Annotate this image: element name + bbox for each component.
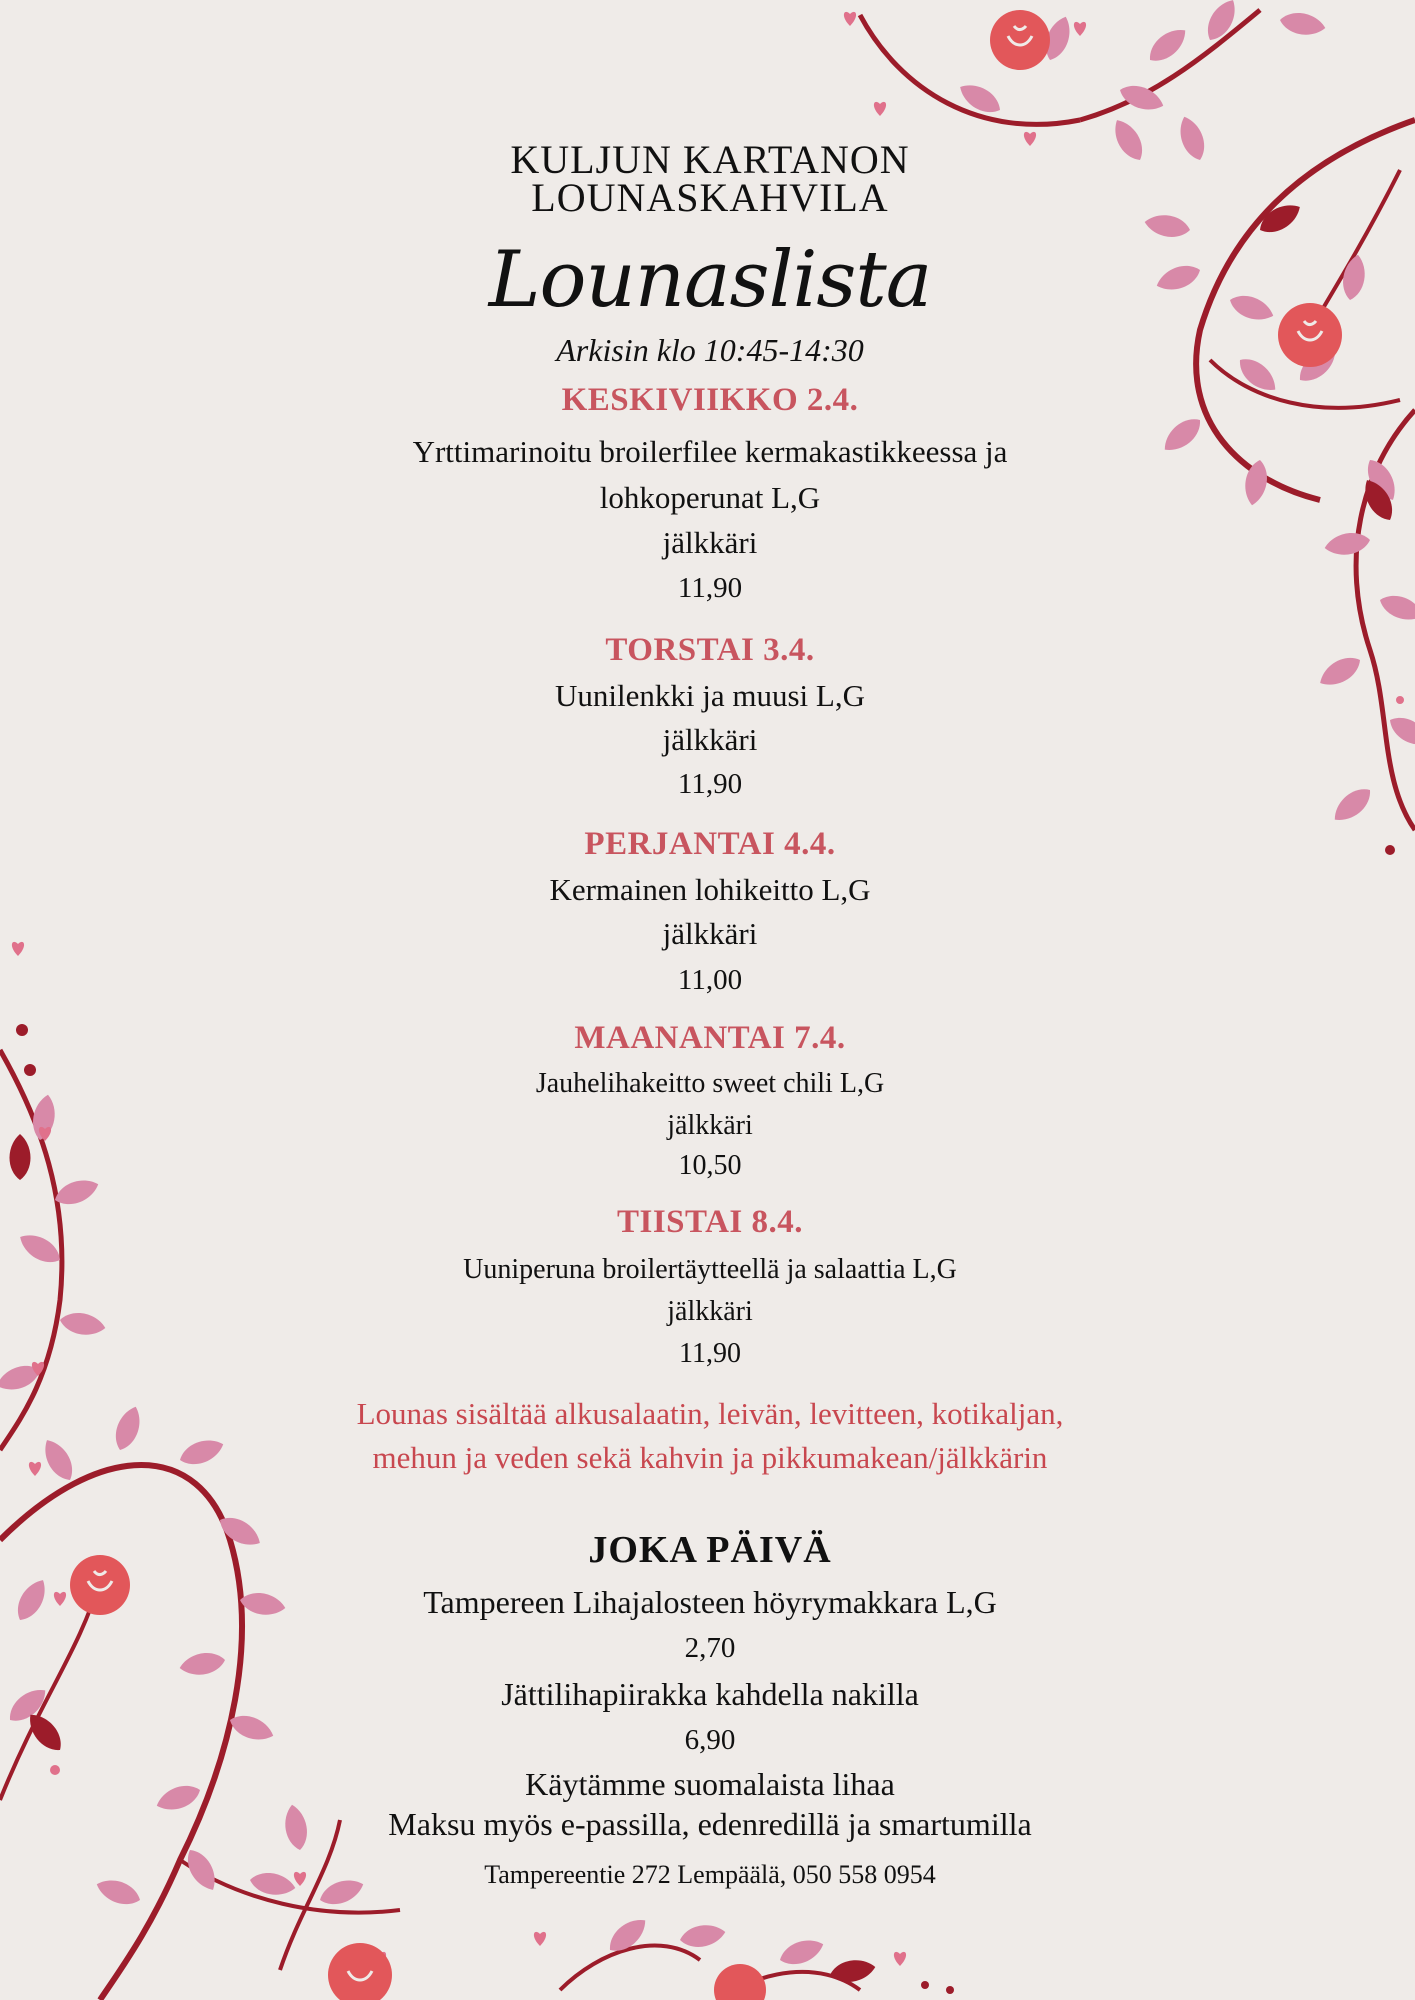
everyday-price: 2,70 [684,1632,736,1664]
dessert: jälkkäri [662,722,758,757]
bottom-right-vine [534,1912,954,2000]
price: 11,90 [679,1338,741,1369]
dessert: jälkkäri [662,525,758,560]
dessert: jälkkäri [667,1296,753,1327]
finnish-meat-note: Käytämme suomalaista lihaa [525,1766,895,1802]
everyday-item: Tampereen Lihajalosteen höyrymakkara L,G [423,1584,997,1620]
day-heading: TORSTAI 3.4. [605,632,815,668]
dish-line: Kermainen lohikeitto L,G [549,872,871,907]
everyday-heading: JOKA PÄIVÄ [588,1529,832,1571]
day-heading: KESKIVIIKKO 2.4. [561,382,859,418]
everyday-item: Jättilihapiirakka kahdella nakilla [501,1676,919,1712]
address: Tampereentie 272 Lempäälä, 050 558 0954 [484,1860,936,1889]
day-heading: PERJANTAI 4.4. [584,826,836,862]
dessert: jälkkäri [662,916,758,951]
restaurant-name-line2: LOUNASKAHVILA [531,175,889,220]
price: 10,50 [678,1150,742,1181]
price: 11,90 [677,572,743,604]
restaurant-name-line1: KULJUN KARTANON [510,137,910,182]
day-heading: TIISTAI 8.4. [616,1204,804,1240]
dish-line: Yrttimarinoitu broilerfilee kermakastikkeessa ja [412,434,1008,469]
menu-title: Lounaslista [488,235,932,325]
price: 11,90 [677,768,743,800]
dish-line: Uunilenkki ja muusi L,G [555,678,865,713]
day-heading: MAANANTAI 7.4. [574,1020,846,1056]
dish-line: Jauhelihakeitto sweet chili L,G [535,1068,885,1099]
everyday-price: 6,90 [684,1724,736,1756]
lunch-includes-note-line1: Lounas sisältää alkusalaatin, leivän, levitteen, kotikaljan, [356,1396,1064,1431]
dessert: jälkkäri [667,1110,753,1141]
dish-line: Uuniperuna broilertäytteellä ja salaattia L,G [463,1254,957,1285]
opening-hours: Arkisin klo 10:45-14:30 [556,332,864,368]
left-vine [0,942,107,1450]
dish-line: lohkoperunat L,G [599,480,821,515]
payment-note: Maksu myös e-passilla, edenredillä ja smartumilla [388,1806,1032,1842]
price: 11,00 [677,964,743,996]
lunch-includes-note-line2: mehun ja veden sekä kahvin ja pikkumakean/jälkkärin [372,1440,1048,1475]
